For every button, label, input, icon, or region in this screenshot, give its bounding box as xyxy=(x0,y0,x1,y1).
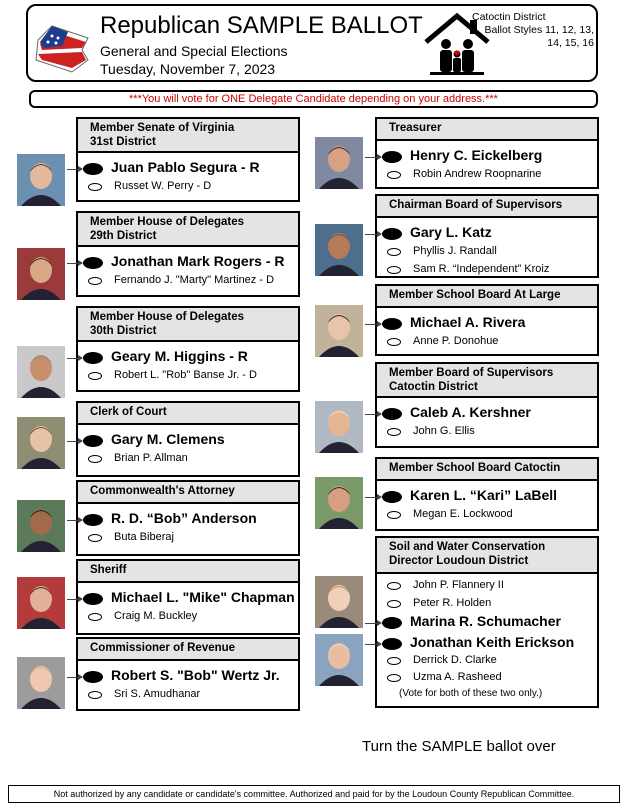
race-title-line: Soil and Water Conservation xyxy=(389,541,546,553)
empty-oval-icon[interactable] xyxy=(387,657,401,665)
candidate-name: Derrick D. Clarke xyxy=(413,654,497,666)
candidate-photo xyxy=(17,346,65,398)
empty-oval-icon[interactable] xyxy=(387,600,401,608)
filled-oval-icon[interactable] xyxy=(83,514,103,526)
race-title xyxy=(76,401,300,425)
candidate-name: Fernando J. "Marty" Martinez - D xyxy=(114,274,275,286)
race-title-line: Member Senate of Virginia xyxy=(90,122,235,134)
candidate-name: Sri S. Amudhanar xyxy=(114,688,201,700)
pointer-arrow xyxy=(67,520,82,521)
race-title-line: Catoctin District xyxy=(389,381,478,393)
candidate-photo xyxy=(315,224,363,276)
candidate-name: Gary M. Clemens xyxy=(111,431,225,447)
pointer-arrow xyxy=(365,644,381,645)
empty-oval-icon[interactable] xyxy=(387,674,401,682)
filled-oval-icon[interactable] xyxy=(382,228,402,240)
candidate-name: Michael A. Rivera xyxy=(410,314,526,330)
candidate-name: R. D. “Bob” Anderson xyxy=(111,510,257,526)
candidate-name: Karen L. “Kari” LaBell xyxy=(410,487,558,503)
race-title xyxy=(76,117,300,153)
candidate-photo xyxy=(315,576,363,628)
race-title-line: Director Loudoun District xyxy=(389,555,529,567)
empty-oval-icon[interactable] xyxy=(387,171,401,179)
race-title xyxy=(375,362,599,398)
empty-oval-icon[interactable] xyxy=(88,455,102,463)
candidate-name: Jonathan Mark Rogers - R xyxy=(111,253,285,269)
filled-oval-icon[interactable] xyxy=(83,435,103,447)
pointer-arrow xyxy=(365,414,381,415)
turn-over-note: Turn the SAMPLE ballot over xyxy=(362,738,556,755)
pointer-arrow xyxy=(67,169,82,170)
pointer-arrow xyxy=(365,157,381,158)
race-title-line: Commissioner of Revenue xyxy=(90,642,236,654)
race-title xyxy=(76,480,300,504)
filled-oval-icon[interactable] xyxy=(382,408,402,420)
empty-oval-icon[interactable] xyxy=(387,248,401,256)
delegate-notice: ***You will vote for ONE Delegate Candidate depending on your address.*** xyxy=(29,90,598,108)
candidate-name: John P. Flannery II xyxy=(413,579,504,591)
candidate-photo xyxy=(315,634,363,686)
vote-instruction: (Vote for both of these two only.) xyxy=(399,688,543,699)
candidate-photo xyxy=(17,154,65,206)
race-title-line: Sheriff xyxy=(90,564,127,576)
race-title-line: Member Board of Supervisors xyxy=(389,367,554,379)
candidate-name: Gary L. Katz xyxy=(410,224,492,240)
filled-oval-icon[interactable] xyxy=(382,491,402,503)
candidate-name: Robin Andrew Roopnarine xyxy=(413,168,542,180)
candidate-name: Sam R. “Independent” Kroiz xyxy=(413,263,550,275)
candidate-photo xyxy=(17,500,65,552)
candidate-name: John G. Ellis xyxy=(413,425,475,437)
candidate-name: Juan Pablo Segura - R xyxy=(111,159,260,175)
candidate-name: Robert L. "Rob" Banse Jr. - D xyxy=(114,369,257,381)
candidate-name: Robert S. "Bob" Wertz Jr. xyxy=(111,667,280,683)
empty-oval-icon[interactable] xyxy=(88,534,102,542)
district-label: Catoctin District xyxy=(472,11,546,23)
pointer-arrow xyxy=(67,677,82,678)
empty-oval-icon[interactable] xyxy=(387,266,401,274)
candidate-name: Henry C. Eickelberg xyxy=(410,147,543,163)
race-title-line: 29th District xyxy=(90,230,157,242)
ballot-header xyxy=(26,4,598,82)
race-title-line: Member School Board Catoctin xyxy=(389,462,561,474)
filled-oval-icon[interactable] xyxy=(382,318,402,330)
pointer-arrow xyxy=(67,441,82,442)
candidate-name: Buta Biberaj xyxy=(114,531,174,543)
candidate-photo xyxy=(17,417,65,469)
filled-oval-icon[interactable] xyxy=(83,671,103,683)
filled-oval-icon[interactable] xyxy=(382,638,402,650)
race-title xyxy=(375,194,599,218)
candidate-photo xyxy=(315,305,363,357)
pointer-arrow xyxy=(365,497,381,498)
race-title xyxy=(375,457,599,481)
ballot-subtitle: General and Special Elections xyxy=(100,43,288,59)
empty-oval-icon[interactable] xyxy=(387,428,401,436)
empty-oval-icon[interactable] xyxy=(88,277,102,285)
filled-oval-icon[interactable] xyxy=(83,352,103,364)
race-title-line: Chairman Board of Supervisors xyxy=(389,199,563,211)
pointer-arrow xyxy=(67,599,82,600)
filled-oval-icon[interactable] xyxy=(382,617,402,629)
empty-oval-icon[interactable] xyxy=(88,691,102,699)
candidate-name: Marina R. Schumacher xyxy=(410,613,561,629)
race-title-line: Member School Board At Large xyxy=(389,289,561,301)
pointer-arrow xyxy=(365,623,381,624)
filled-oval-icon[interactable] xyxy=(83,163,103,175)
empty-oval-icon[interactable] xyxy=(88,613,102,621)
pointer-arrow xyxy=(67,358,82,359)
filled-oval-icon[interactable] xyxy=(83,257,103,269)
race-title-line: Clerk of Court xyxy=(90,406,167,418)
empty-oval-icon[interactable] xyxy=(88,372,102,380)
race-title-line: Commonwealth's Attorney xyxy=(90,485,235,497)
candidate-photo xyxy=(17,248,65,300)
candidate-name: Geary M. Higgins - R xyxy=(111,348,248,364)
us-flag-virginia-icon xyxy=(32,20,92,76)
candidate-photo xyxy=(17,577,65,629)
filled-oval-icon[interactable] xyxy=(382,151,402,163)
race-title-line: 31st District xyxy=(90,136,156,148)
race-title-line: 30th District xyxy=(90,325,157,337)
candidate-name: Peter R. Holden xyxy=(413,597,492,609)
empty-oval-icon[interactable] xyxy=(387,511,401,519)
race-title-line: Treasurer xyxy=(389,122,442,134)
candidate-name: Michael L. "Mike" Chapman xyxy=(111,589,295,605)
candidate-photo xyxy=(17,657,65,709)
race-title xyxy=(76,211,300,247)
candidate-name: Brian P. Allman xyxy=(114,452,188,464)
race-title-line: Member House of Delegates xyxy=(90,311,245,323)
race-title xyxy=(76,306,300,342)
pointer-arrow xyxy=(365,324,381,325)
empty-oval-icon[interactable] xyxy=(88,183,102,191)
candidate-name: Uzma A. Rasheed xyxy=(413,671,502,683)
empty-oval-icon[interactable] xyxy=(387,582,401,590)
race-title xyxy=(375,284,599,308)
ballot-styles: Ballot Styles 11, 12, 13, 14, 15, 16 xyxy=(484,24,594,49)
race-title xyxy=(76,637,300,661)
candidate-name: Caleb A. Kershner xyxy=(410,404,531,420)
race-title xyxy=(375,117,599,141)
pointer-arrow xyxy=(365,234,381,235)
race-title xyxy=(375,536,599,574)
filled-oval-icon[interactable] xyxy=(83,593,103,605)
candidate-name: Phyllis J. Randall xyxy=(413,245,497,257)
race-title-line: Member House of Delegates xyxy=(90,216,245,228)
candidate-name: Jonathan Keith Erickson xyxy=(410,634,575,650)
candidate-photo xyxy=(315,401,363,453)
pointer-arrow xyxy=(67,263,82,264)
candidate-name: Anne P. Donohue xyxy=(413,335,499,347)
empty-oval-icon[interactable] xyxy=(387,338,401,346)
authorization-footer: Not authorized by any candidate or candidate's committee. Authorized and paid for by the Loudoun County Republican Committee. xyxy=(8,785,620,803)
candidate-name: Russet W. Perry - D xyxy=(114,180,212,192)
candidate-name: Megan E. Lockwood xyxy=(413,508,513,520)
candidate-photo xyxy=(315,137,363,189)
candidate-name: Craig M. Buckley xyxy=(114,610,198,622)
ballot-title: Republican SAMPLE BALLOT xyxy=(100,12,423,39)
race-title xyxy=(76,559,300,583)
election-date: Tuesday, November 7, 2023 xyxy=(100,61,276,77)
candidate-photo xyxy=(315,477,363,529)
